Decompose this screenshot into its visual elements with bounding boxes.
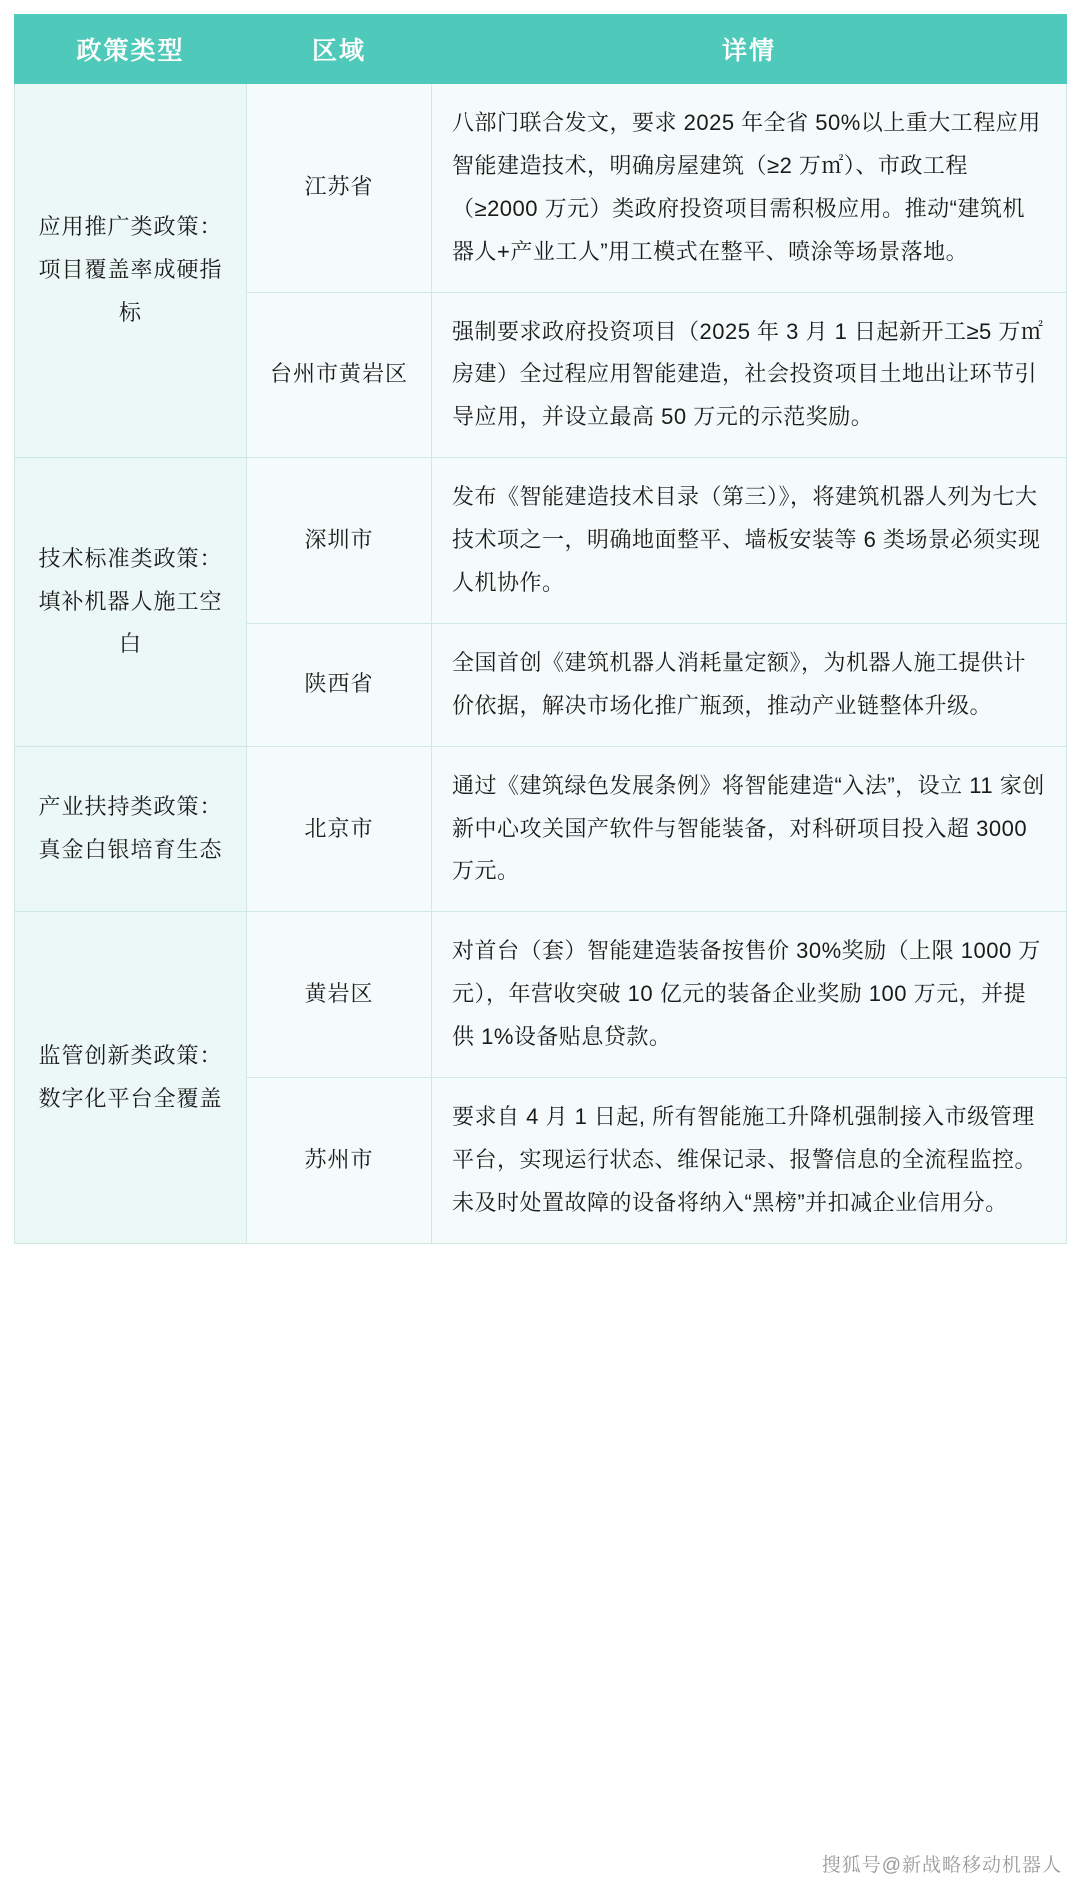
- column-header-region: 区域: [247, 15, 432, 84]
- detail-cell: [432, 746, 1067, 912]
- region-cell: 江苏省: [247, 84, 432, 293]
- detail-text: 强制要求政府投资项目（2025 年 3 月 1 日起新开工≥5 万㎡房建）全过程应用智能建造，社会投资项目土地出让环节引导应用，并设立最高 50 万元的示范奖励。: [452, 318, 1044, 430]
- policy-type-cell: 应用推广类政策：项目覆盖率成硬指标: [15, 84, 247, 458]
- table-row: [15, 84, 1067, 293]
- detail-text: 全国首创《建筑机器人消耗量定额》，为机器人施工提供计价依据，解决市场化推广瓶颈，推动产业链整体升级。: [452, 649, 1027, 718]
- detail-cell: [432, 84, 1067, 293]
- table-row: [15, 912, 1067, 1078]
- table-header-row: [15, 15, 1067, 84]
- region-cell: 台州市黄岩区: [247, 292, 432, 458]
- detail-text: 发布《智能建造技术目录（第三）》，将建筑机器人列为七大技术项之一，明确地面整平、墙板安装等 6 类场景必须实现人机协作。: [452, 484, 1041, 596]
- column-header-details: 详情: [432, 15, 1067, 84]
- table-row: [15, 458, 1067, 624]
- table-body: [15, 84, 1067, 1244]
- region-cell: 北京市: [247, 746, 432, 912]
- column-header-policy-type: 政策类型: [15, 15, 247, 84]
- policy-type-cell: 监管创新类政策：数字化平台全覆盖: [15, 912, 247, 1243]
- region-cell: 深圳市: [247, 458, 432, 624]
- detail-cell: [432, 1078, 1067, 1244]
- region-cell: 苏州市: [247, 1078, 432, 1244]
- watermark: 搜狐号@新战略移动机器人: [821, 1855, 1062, 1876]
- policy-type-cell: 产业扶持类政策：真金白银培育生态: [15, 746, 247, 912]
- detail-text: 八部门联合发文，要求 2025 年全省 50%以上重大工程应用智能建造技术，明确房屋建筑（≥2 万㎡）、市政工程（≥2000 万元）类政府投资项目需积极应用。推动“建筑机器人+产业工人”用工模式在整平、喷涂等场景落地。: [452, 110, 1041, 264]
- detail-cell: [432, 292, 1067, 458]
- region-cell: 陕西省: [247, 623, 432, 746]
- detail-text: 通过《建筑绿色发展条例》将智能建造“入法”，设立 11 家创新中心攻关国产软件与智能装备，对科研项目投入超 3000 万元。: [452, 772, 1045, 884]
- table-row: [15, 746, 1067, 912]
- detail-text: 对首台（套）智能建造装备按售价 30%奖励（上限 1000 万元），年营收突破 10 亿元的装备企业奖励 100 万元，并提供 1%设备贴息贷款。: [452, 938, 1041, 1050]
- detail-cell: [432, 623, 1067, 746]
- detail-cell: [432, 912, 1067, 1078]
- table-header: [15, 15, 1067, 84]
- detail-text: 要求自 4 月 1 日起, 所有智能施工升降机强制接入市级管理平台，实现运行状态、维保记录、报警信息的全流程监控。未及时处置故障的设备将纳入“黑榜”并扣减企业信用分。: [452, 1104, 1038, 1215]
- region-cell: 黄岩区: [247, 912, 432, 1078]
- policy-type-cell: 技术标准类政策：填补机器人施工空白: [15, 458, 247, 746]
- detail-cell: [432, 458, 1067, 624]
- policy-table: [14, 14, 1067, 1244]
